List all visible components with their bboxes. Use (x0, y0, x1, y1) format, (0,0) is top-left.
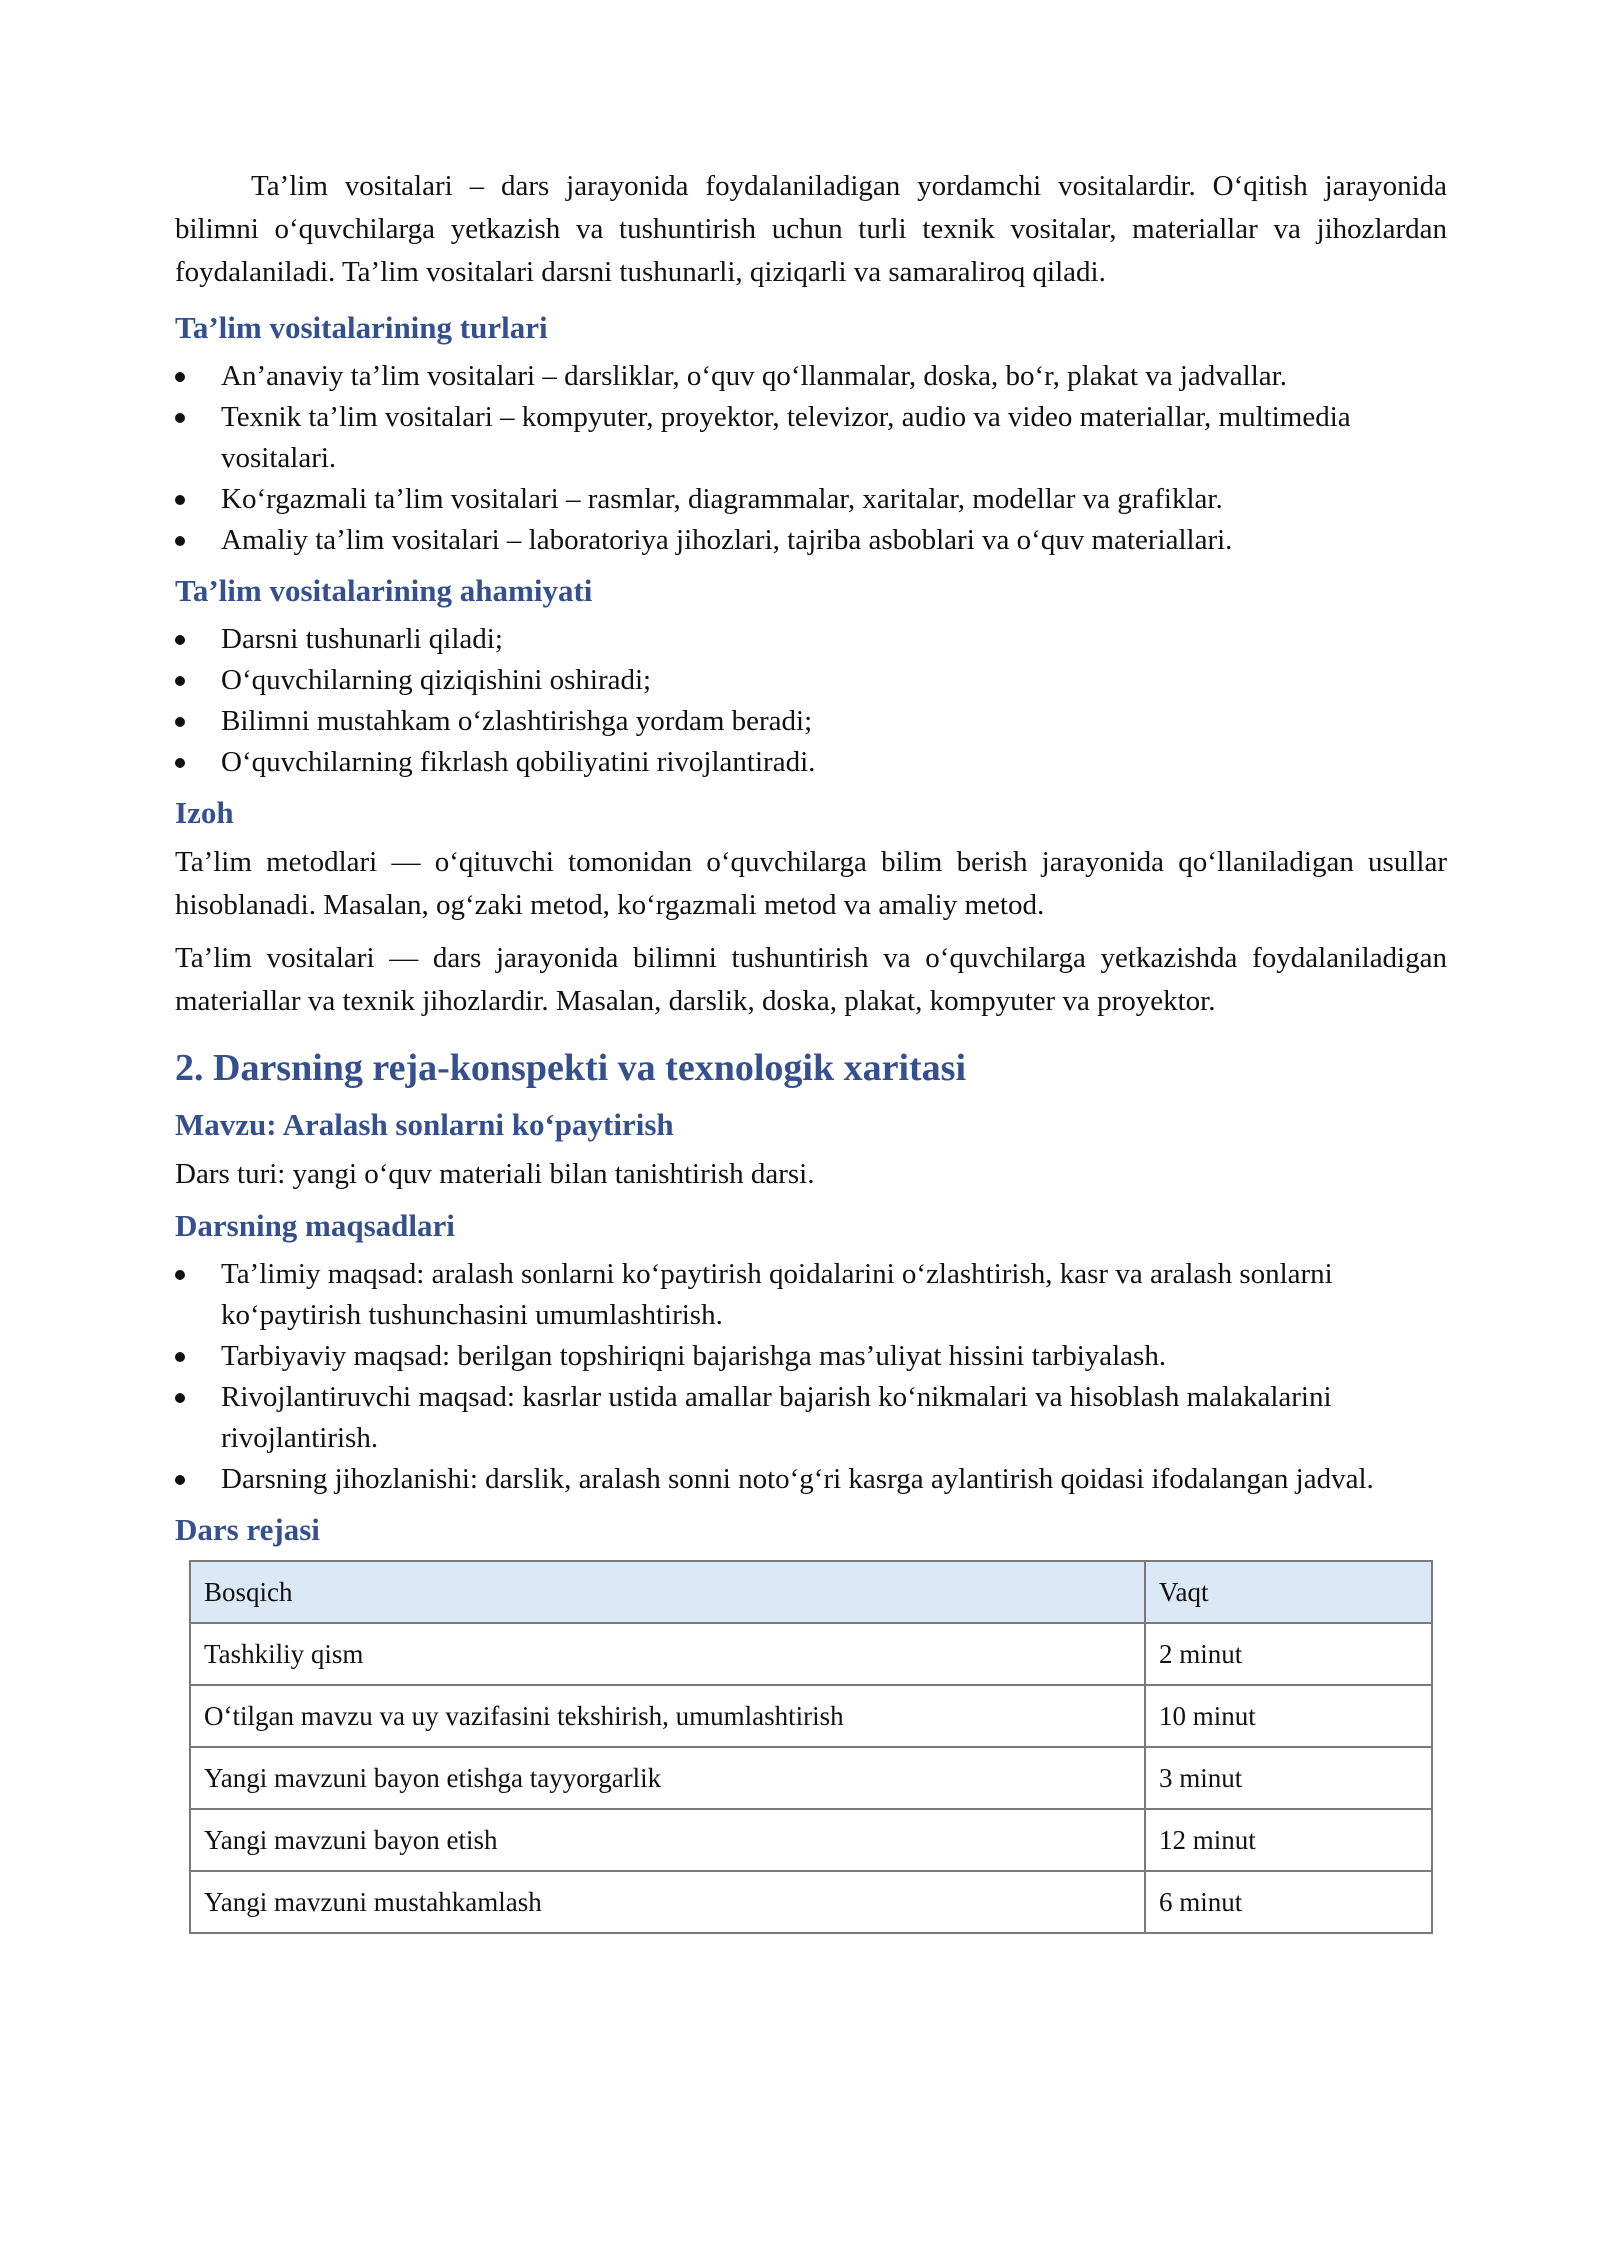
header-cell-bosqich: Bosqich (190, 1561, 1145, 1623)
intro-paragraph: Ta’lim vositalari – dars jarayonida foydalaniladigan yordamchi vositalardir. O‘qitish jarayonida bilimni o‘quvchilarga yetkazish va tushuntirish uchun turli texnik vositalar, materiallar va jihozlardan foydalaniladi. Ta’lim vositalari darsni tushunarli, qiziqarli va samaraliroq qiladi. (175, 170, 1447, 288)
list-ahamiyati (175, 619, 1447, 783)
heading-dars-rejasi: Dars rejasi (175, 1512, 320, 1547)
list-item: Rivojlantiruvchi maqsad: kasrlar ustida amallar bajarish ko‘nikmalari va hisoblash malakalarini rivojlantirish. (175, 1377, 1447, 1459)
section-heading: 2. Darsning reja-konspekti va texnologik xaritasi (175, 1047, 967, 1089)
heading-ahamiyati: Ta’lim vositalarining ahamiyati (175, 573, 593, 608)
table-row (190, 1685, 1432, 1747)
list-item: Darsning jihozlanishi: darslik, aralash sonni noto‘g‘ri kasrga aylantirish qoidasi ifodalangan jadval. (175, 1459, 1447, 1500)
table-cell-bosqich: Tashkiliy qism (190, 1623, 1145, 1685)
table-cell-bosqich: Yangi mavzuni bayon etishga tayyorgarlik (190, 1747, 1145, 1809)
table-row (190, 1809, 1432, 1871)
table-cell-bosqich: O‘tilgan mavzu va uy vazifasini tekshirish, umumlashtirish (190, 1685, 1145, 1747)
table-cell-vaqt: 12 minut (1145, 1809, 1432, 1871)
list-item: Darsni tushunarli qiladi; (175, 619, 1447, 660)
table-cell-bosqich: Yangi mavzuni mustahkamlash (190, 1871, 1145, 1933)
list-item: Tarbiyaviy maqsad: berilgan topshiriqni bajarishga mas’uliyat hissini tarbiyalash. (175, 1336, 1447, 1377)
table-row (190, 1747, 1432, 1809)
izoh-paragraph-vositalar: Ta’lim vositalari — dars jarayonida bilimni tushuntirish va o‘quvchilarga yetkazishda foydalaniladigan materiallar va texnik jihozlardir. Masalan, darslik, doska, plakat, kompyuter va proyektor. (175, 942, 1447, 1017)
list-item: O‘quvchilarning fikrlash qobiliyatini rivojlantiradi. (175, 742, 1447, 783)
izoh-paragraph-metodlar: Ta’lim metodlari — o‘qituvchi tomonidan o‘quvchilarga bilim berish jarayonida qo‘llaniladigan usullar hisoblanadi. Masalan, og‘zaki metod, ko‘rgazmali metod va amaliy metod. (175, 846, 1447, 921)
heading-izoh: Izoh (175, 795, 234, 830)
table-cell-bosqich: Yangi mavzuni bayon etish (190, 1809, 1145, 1871)
list-maqsadlar (175, 1254, 1447, 1500)
table-header-row (190, 1561, 1432, 1623)
table-cell-vaqt: 6 minut (1145, 1871, 1432, 1933)
list-item: O‘quvchilarning qiziqishini oshiradi; (175, 660, 1447, 701)
list-item: Texnik ta’lim vositalari – kompyuter, proyektor, televizor, audio va video materiallar, multimedia vositalari. (175, 397, 1447, 479)
list-turlari (175, 356, 1447, 561)
list-item: Ko‘rgazmali ta’lim vositalari – rasmlar, diagrammalar, xaritalar, modellar va grafiklar. (175, 479, 1447, 520)
dars-rejasi-table (189, 1560, 1433, 1934)
heading-maqsadlar: Darsning maqsadlari (175, 1208, 455, 1243)
table-row (190, 1871, 1432, 1933)
header-cell-vaqt: Vaqt (1145, 1561, 1432, 1623)
table-row (190, 1623, 1432, 1685)
document-page (175, 165, 1447, 1934)
list-item: Ta’limiy maqsad: aralash sonlarni ko‘paytirish qoidalarini o‘zlashtirish, kasr va aralash sonlarni ko‘paytirish tushunchasini umumlashtirish. (175, 1254, 1447, 1336)
table-cell-vaqt: 10 minut (1145, 1685, 1432, 1747)
list-item: Amaliy ta’lim vositalari – laboratoriya jihozlari, tajriba asboblari va o‘quv materiallari. (175, 520, 1447, 561)
mavzu-heading: Mavzu: Aralash sonlarni ko‘paytirish (175, 1107, 674, 1142)
dars-turi-text: Dars turi: yangi o‘quv materiali bilan tanishtirish darsi. (175, 1158, 815, 1190)
table-cell-vaqt: 2 minut (1145, 1623, 1432, 1685)
table-cell-vaqt: 3 minut (1145, 1747, 1432, 1809)
list-item: Bilimni mustahkam o‘zlashtirishga yordam beradi; (175, 701, 1447, 742)
list-item: An’anaviy ta’lim vositalari – darsliklar, o‘quv qo‘llanmalar, doska, bo‘r, plakat va jadvallar. (175, 356, 1447, 397)
heading-turlari: Ta’lim vositalarining turlari (175, 310, 548, 345)
